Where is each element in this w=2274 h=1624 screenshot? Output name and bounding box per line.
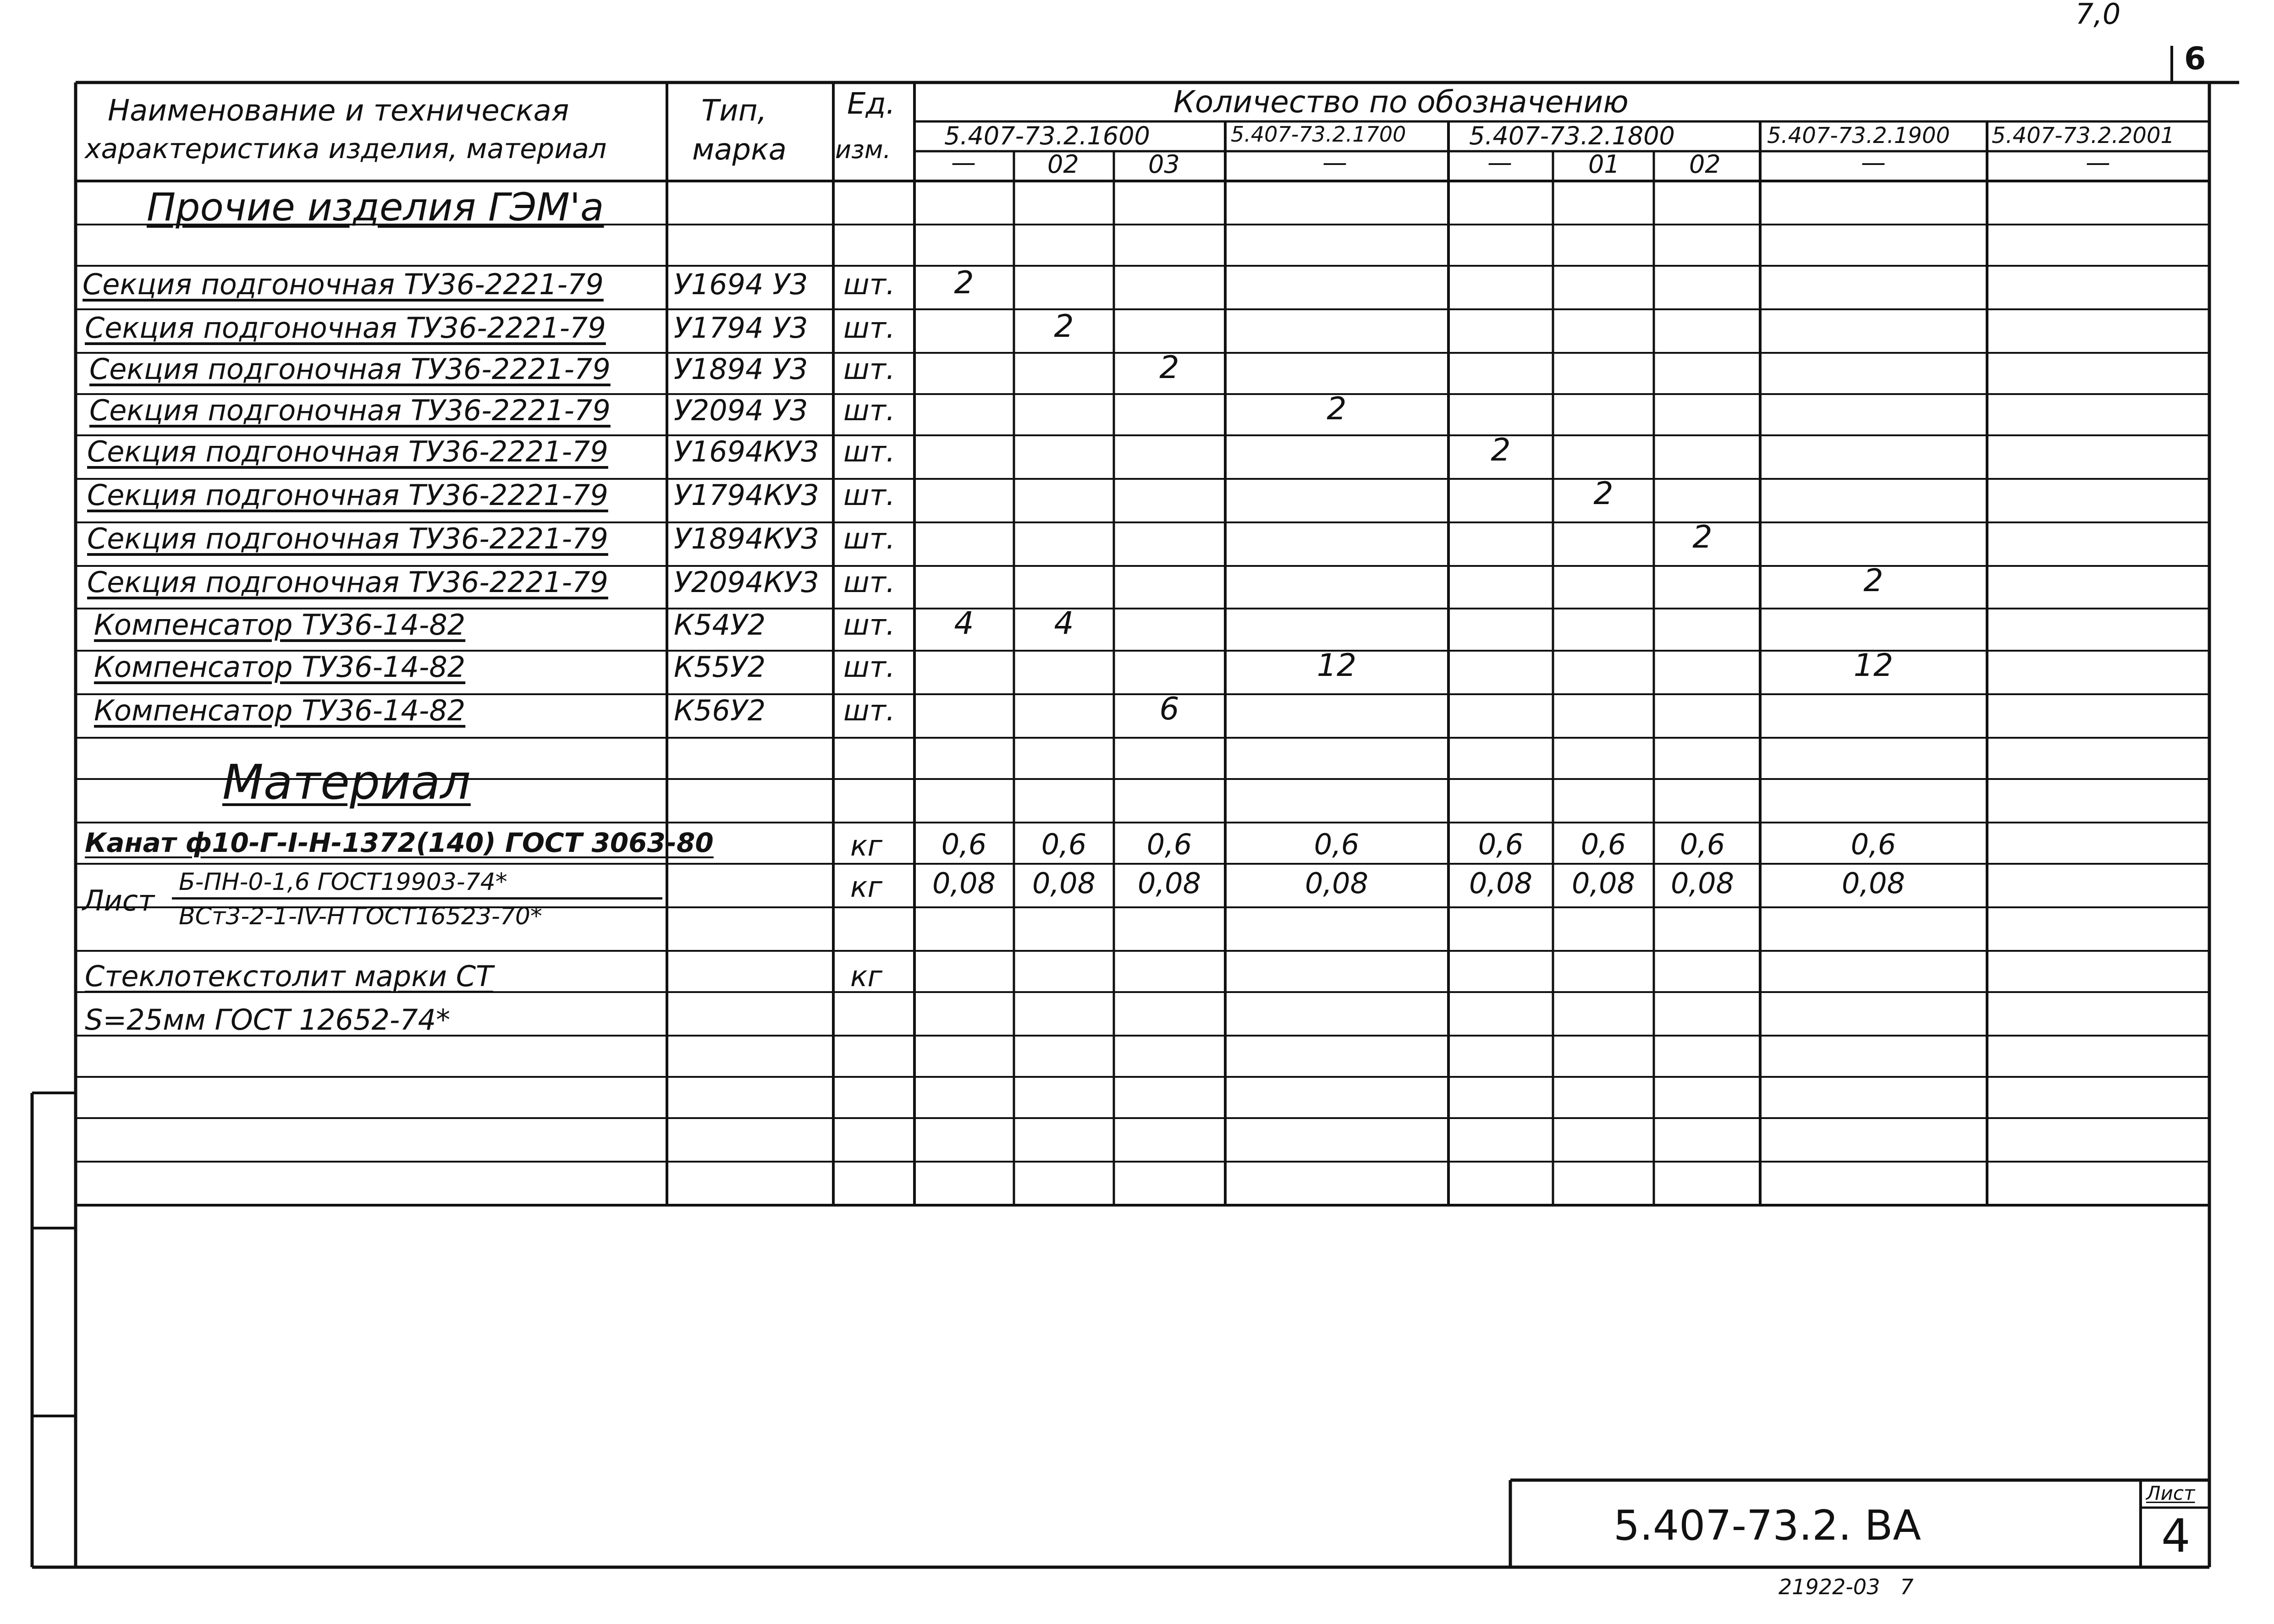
material-qty: 0,08 <box>932 867 996 900</box>
variant-2001-base: — <box>2086 148 2110 177</box>
header-name-line1: Наименование и техническая <box>108 94 569 128</box>
item-qty: 4 <box>1054 605 1074 642</box>
item-qty: 12 <box>1853 647 1894 684</box>
material-sheet-bottom: ВСт3-2-1-IV-Н ГОСТ16523-70* <box>179 903 542 930</box>
designation-1600: 5.407-73.2.1600 <box>944 121 1150 150</box>
item-name: Компенсатор ТУ36-14-82 <box>94 650 466 684</box>
variant-1800-01: 01 <box>1588 150 1620 179</box>
material-name: Канат ф10-Г-I-Н-1372(140) ГОСТ 3063-80 <box>85 827 714 858</box>
designation-1700: 5.407-73.2.1700 <box>1231 122 1406 147</box>
variant-1600-02: 02 <box>1047 150 1079 179</box>
item-type: У1794 У3 <box>674 311 808 345</box>
sheet-number: 4 <box>2161 1509 2191 1563</box>
item-name: Секция подгоночная ТУ36-2221-79 <box>87 565 608 599</box>
material-qty: 0,08 <box>1841 867 1905 900</box>
item-unit: шт. <box>843 608 895 642</box>
material-qty: 0,6 <box>1850 828 1896 861</box>
item-name: Секция подгоночная ТУ36-2221-79 <box>85 311 606 345</box>
variant-1800-base: — <box>1487 148 1512 177</box>
item-unit: шт. <box>843 311 895 345</box>
item-name: Секция подгоночная ТУ36-2221-79 <box>89 394 611 427</box>
item-unit: шт. <box>843 565 895 599</box>
material-qty: 0,6 <box>941 828 987 861</box>
material-qty: 0,6 <box>1041 828 1087 861</box>
item-unit: шт. <box>843 522 895 555</box>
header-type-line1: Тип, <box>701 94 767 128</box>
item-qty: 2 <box>954 265 974 301</box>
material-qty: 0,6 <box>1478 828 1524 861</box>
item-qty: 2 <box>1054 308 1074 345</box>
item-name: Секция подгоночная ТУ36-2221-79 <box>87 522 608 555</box>
item-type: У2094 У3 <box>674 394 808 427</box>
material-qty: 0,08 <box>1137 867 1201 900</box>
designation-2001: 5.407-73.2.2001 <box>1992 123 2175 148</box>
material-sheet-prefix: Лист <box>83 884 155 917</box>
material-qty: 0,6 <box>1314 828 1360 861</box>
header-type-line2: марка <box>692 133 787 167</box>
document-code: 5.407-73.2. ВА <box>1613 1502 1922 1550</box>
item-unit: шт. <box>843 268 895 301</box>
item-unit: шт. <box>843 694 895 727</box>
item-type: У1694 У3 <box>674 268 808 301</box>
item-unit: шт. <box>843 352 895 386</box>
item-qty: 2 <box>1593 476 1613 512</box>
header-unit-line2: изм. <box>835 135 891 164</box>
item-qty: 4 <box>954 605 974 642</box>
item-type: К54У2 <box>674 608 766 642</box>
item-type: У1694КУ3 <box>674 435 819 468</box>
variant-1900-base: — <box>1861 148 1886 177</box>
footer-stamp: 21922-03 7 <box>1778 1575 1914 1599</box>
item-name: Секция подгоночная ТУ36-2221-79 <box>87 435 608 468</box>
material-unit: кг <box>850 829 883 862</box>
item-name: Компенсатор ТУ36-14-82 <box>94 694 466 727</box>
section-title-material: Материал <box>222 754 471 810</box>
item-unit: шт. <box>843 650 895 684</box>
header-quantity-title: Количество по обозначению <box>1173 84 1629 120</box>
item-name: Секция подгоночная ТУ36-2221-79 <box>83 268 604 301</box>
material-qty: 0,6 <box>1580 828 1626 861</box>
fraction-bar <box>172 897 662 900</box>
item-type: У1894КУ3 <box>674 522 819 555</box>
material-sheet-top: Б-ПН-0-1,6 ГОСТ19903-74* <box>179 868 507 896</box>
item-name: Секция подгоночная ТУ36-2221-79 <box>89 352 611 386</box>
item-type: К55У2 <box>674 650 766 684</box>
variant-1600-base: — <box>951 148 976 177</box>
material-qty: 0,08 <box>1571 867 1635 900</box>
designation-1800: 5.407-73.2.1800 <box>1469 121 1675 150</box>
material-unit: кг <box>850 960 883 993</box>
material-name: Стеклотекстолит марки СТ <box>85 960 493 993</box>
sheet-label: Лист <box>2146 1482 2195 1504</box>
variant-1600-03: 03 <box>1148 150 1180 179</box>
material-qty: 0,08 <box>1305 867 1369 900</box>
page-number: 6 <box>2184 41 2206 77</box>
designation-1900: 5.407-73.2.1900 <box>1767 123 1950 148</box>
material-qty: 0,08 <box>1670 867 1734 900</box>
material-qty: 7,0 <box>2075 0 2121 31</box>
item-qty: 2 <box>1692 519 1712 555</box>
section-title-other-products: Прочие изделия ГЭМ'а <box>147 185 604 230</box>
item-unit: шт. <box>843 394 895 427</box>
item-qty: 2 <box>1159 350 1179 386</box>
material-qty: 0,6 <box>1146 828 1192 861</box>
item-type: У1894 У3 <box>674 352 808 386</box>
item-name: Компенсатор ТУ36-14-82 <box>94 608 466 642</box>
material-unit: кг <box>850 870 883 904</box>
item-type: К56У2 <box>674 694 766 727</box>
header-unit-line1: Ед. <box>847 87 896 121</box>
item-type: У1794КУ3 <box>674 478 819 512</box>
item-qty: 6 <box>1159 691 1179 727</box>
item-qty: 2 <box>1491 432 1511 468</box>
material-qty: 0,08 <box>1032 867 1096 900</box>
item-name: Секция подгоночная ТУ36-2221-79 <box>87 478 608 512</box>
item-unit: шт. <box>843 478 895 512</box>
header-name-line2: характеристика изделия, материал <box>85 133 607 165</box>
item-qty: 12 <box>1316 647 1357 684</box>
variant-1700-base: — <box>1322 148 1347 177</box>
item-type: У2094КУ3 <box>674 565 819 599</box>
item-qty: 2 <box>1863 563 1883 599</box>
material-name-continued: S=25мм ГОСТ 12652-74* <box>85 1003 451 1037</box>
material-qty: 0,6 <box>1679 828 1725 861</box>
variant-1800-02: 02 <box>1689 150 1721 179</box>
item-qty: 2 <box>1327 391 1347 427</box>
item-unit: шт. <box>843 435 895 468</box>
material-qty: 0,08 <box>1469 867 1533 900</box>
